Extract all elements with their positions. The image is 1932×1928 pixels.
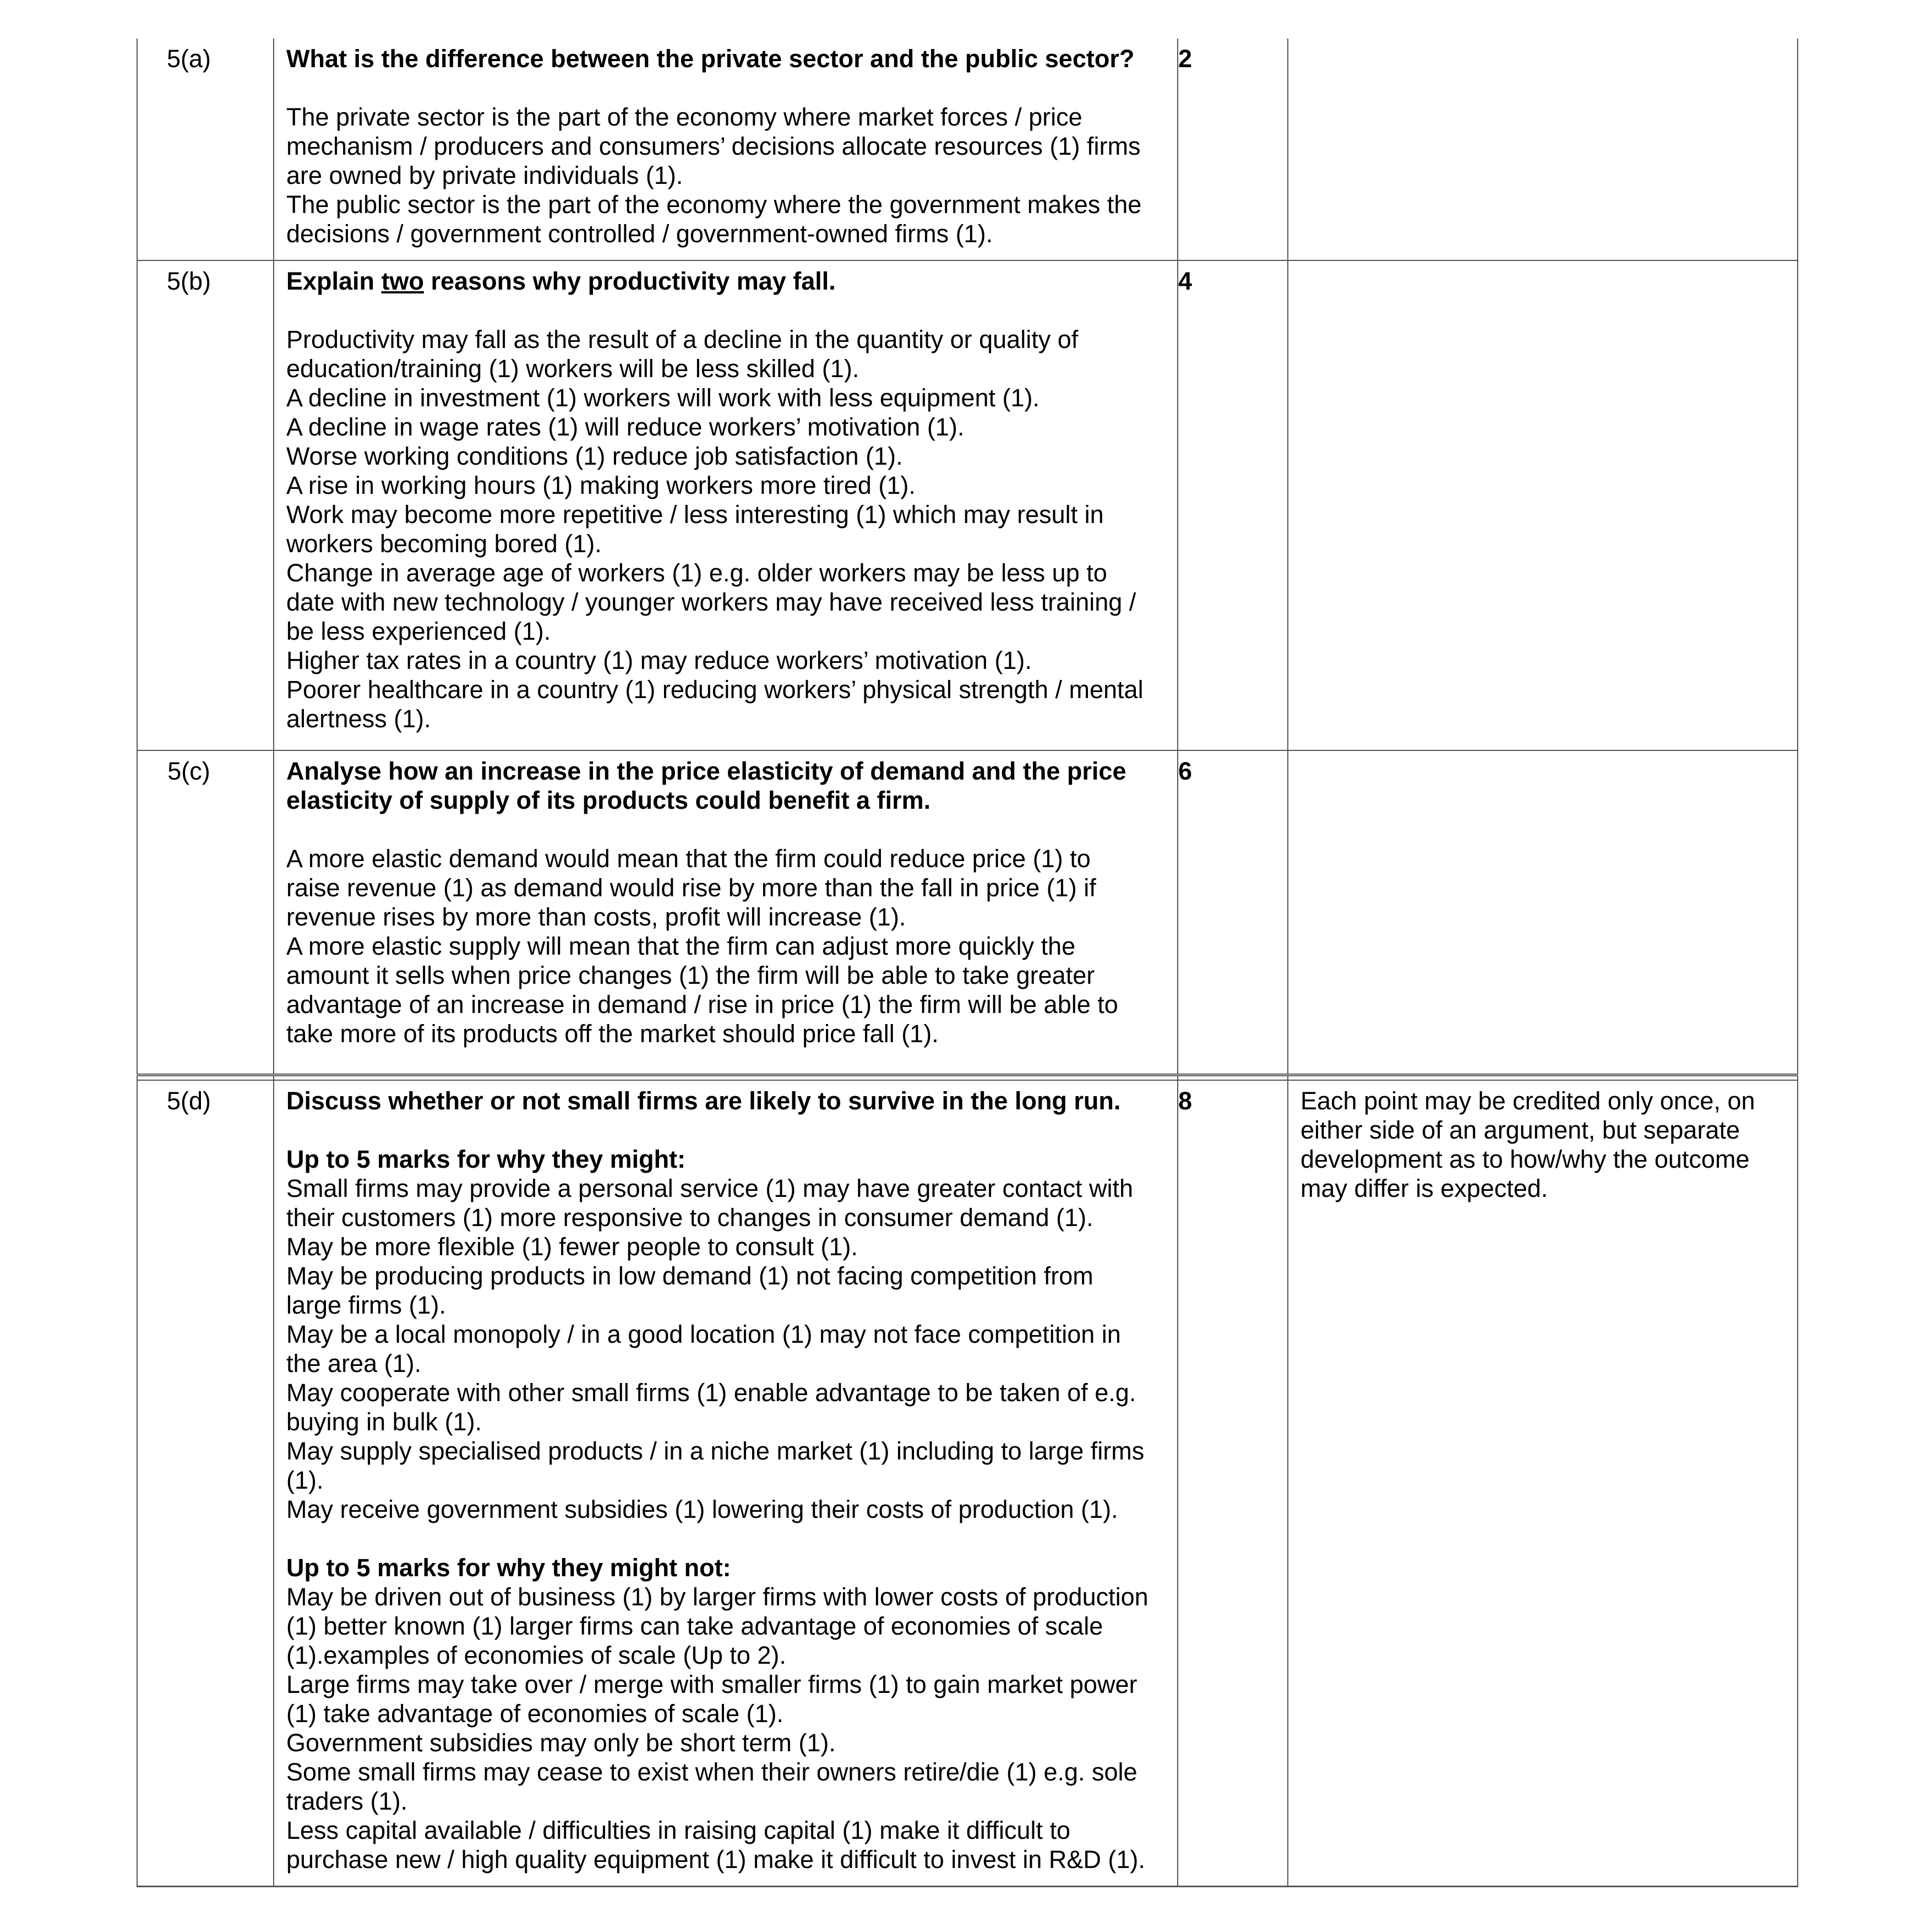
answer-cell — [274, 1080, 1178, 1887]
answer-line: be less experienced (1). — [286, 617, 551, 645]
guidance-line: either side of an argument, but separate — [1300, 1116, 1740, 1144]
answer-line: take more of its products off the market should price fall (1). — [286, 1020, 939, 1048]
answer-line: The private sector is the part of the economy where market forces / price — [286, 103, 1082, 131]
question-number: 5(b) — [166, 267, 211, 295]
gap-cell — [1178, 1075, 1288, 1081]
question-number: 5(a) — [166, 45, 211, 73]
marks-value: 6 — [1178, 757, 1193, 785]
answer-line: A more elastic demand would mean that the firm could reduce price (1) to — [286, 845, 1091, 873]
question-text: Discuss whether or not small firms are likely to survive in the long run. — [286, 1087, 1121, 1115]
answer-line: Poorer healthcare in a country (1) reducing workers’ physical strength / mental — [286, 676, 1144, 704]
answer-line: date with new technology / younger workers may have received less training / — [286, 588, 1136, 616]
answer-line: education/training (1) workers will be less skilled (1). — [286, 355, 859, 383]
answer-line: Worse working conditions (1) reduce job satisfaction (1). — [286, 442, 903, 470]
marks-cell — [1178, 1080, 1288, 1887]
question-number: 5(d) — [166, 1087, 211, 1115]
answer-line: Productivity may fall as the result of a decline in the quantity or quality of — [286, 325, 1079, 353]
marks-cell — [1178, 750, 1288, 1075]
question-text-post: reasons why productivity may fall. — [424, 267, 836, 295]
table-gap-row — [137, 1075, 1798, 1081]
spacer — [286, 1524, 1164, 1553]
guidance-cell — [1288, 750, 1798, 1075]
answer-line: (1). — [286, 1466, 324, 1494]
answer-line: May be driven out of business (1) by larger firms with lower costs of production — [286, 1583, 1149, 1611]
answer-line: are owned by private individuals (1). — [286, 161, 683, 189]
answer-line: Less capital available / difficulties in raising capital (1) make it difficult to — [286, 1816, 1071, 1844]
subheading-why-might-not: Up to 5 marks for why they might not: — [286, 1554, 731, 1582]
marks-value: 8 — [1178, 1087, 1193, 1115]
answer-line: buying in bulk (1). — [286, 1408, 482, 1436]
answer-line: traders (1). — [286, 1787, 408, 1815]
answer-line: Small firms may provide a personal service (1) may have greater contact with — [286, 1174, 1134, 1202]
marks-value: 2 — [1178, 45, 1193, 73]
subheading-why-might: Up to 5 marks for why they might: — [286, 1145, 686, 1173]
answer-line: (1) take advantage of economies of scale (1). — [286, 1700, 783, 1728]
answer-line: May be producing products in low demand (1) not facing competition from — [286, 1262, 1093, 1290]
question-text — [286, 266, 1164, 296]
answer-line: large firms (1). — [286, 1291, 447, 1319]
question-text: Analyse how an increase in the price elasticity of demand and the price — [286, 757, 1126, 785]
question-text: What is the difference between the private sector and the public sector? — [286, 45, 1135, 73]
guidance-line: may differ is expected. — [1300, 1174, 1548, 1202]
answer-line: May supply specialised products / in a niche market (1) including to large firms — [286, 1437, 1145, 1465]
answer-line: A more elastic supply will mean that the firm can adjust more quickly the — [286, 932, 1076, 960]
spacer — [286, 1115, 1164, 1145]
guidance-cell — [1288, 1080, 1798, 1887]
spacer — [286, 73, 1164, 102]
answer-cell — [274, 260, 1178, 750]
marks-cell — [1178, 260, 1288, 750]
answer-line: May be more flexible (1) fewer people to consult (1). — [286, 1233, 858, 1261]
question-number-cell — [137, 750, 274, 1075]
gap-cell — [137, 1075, 274, 1081]
answer-line: workers becoming bored (1). — [286, 530, 602, 558]
answer-line: their customers (1) more responsive to changes in consumer demand (1). — [286, 1203, 1093, 1232]
question-text: elasticity of supply of its products could benefit a firm. — [286, 786, 931, 814]
table-row-5a — [137, 39, 1798, 260]
answer-line: A decline in wage rates (1) will reduce workers’ motivation (1). — [286, 413, 965, 441]
answer-line: Change in average age of workers (1) e.g. older workers may be less up to — [286, 559, 1107, 587]
table-row-5c — [137, 750, 1798, 1075]
answer-line: May be a local monopoly / in a good location (1) may not face competition in — [286, 1320, 1121, 1348]
answer-line: the area (1). — [286, 1349, 422, 1377]
guidance-line: Each point may be credited only once, on — [1300, 1087, 1755, 1115]
answer-line: (1) better known (1) larger firms can take advantage of economies of scale — [286, 1612, 1103, 1640]
question-number: 5(c) — [167, 757, 210, 785]
answer-line: Work may become more repetitive / less interesting (1) which may result in — [286, 500, 1104, 529]
answer-line: Higher tax rates in a country (1) may reduce workers’ motivation (1). — [286, 646, 1032, 674]
answer-line: A rise in working hours (1) making workers more tired (1). — [286, 471, 916, 499]
gap-cell — [1288, 1075, 1798, 1081]
question-number-cell — [137, 260, 274, 750]
answer-line: advantage of an increase in demand / rise in price (1) the firm will be able to — [286, 990, 1118, 1019]
question-text-pre: Explain — [286, 267, 382, 295]
spacer — [286, 296, 1164, 325]
answer-line: raise revenue (1) as demand would rise by more than the fall in price (1) if — [286, 874, 1096, 902]
answer-line: Large firms may take over / merge with smaller firms (1) to gain market power — [286, 1670, 1138, 1698]
spacer — [286, 815, 1164, 844]
answer-line: amount it sells when price changes (1) the firm will be able to take greater — [286, 961, 1095, 989]
answer-line: alertness (1). — [286, 705, 431, 733]
answer-line: mechanism / producers and consumers’ decisions allocate resources (1) firms — [286, 132, 1141, 160]
answer-line: (1).examples of economies of scale (Up to 2). — [286, 1641, 786, 1669]
answer-cell — [274, 750, 1178, 1075]
answer-line: A decline in investment (1) workers will work with less equipment (1). — [286, 384, 1040, 412]
table-row-5b — [137, 260, 1798, 750]
answer-line: The public sector is the part of the economy where the government makes the — [286, 190, 1142, 219]
answer-line: revenue rises by more than costs, profit will increase (1). — [286, 903, 906, 931]
guidance-cell — [1288, 39, 1798, 260]
answer-line: Government subsidies may only be short term (1). — [286, 1729, 836, 1757]
marks-cell — [1178, 39, 1288, 260]
question-text-underlined: two — [381, 267, 425, 295]
marks-value: 4 — [1178, 267, 1193, 295]
answer-line: decisions / government controlled / government-owned firms (1). — [286, 220, 993, 248]
answer-line: May cooperate with other small firms (1) enable advantage to be taken of e.g. — [286, 1379, 1136, 1407]
answer-cell — [274, 39, 1178, 260]
answer-line: purchase new / high quality equipment (1) make it difficult to invest in R&D (1). — [286, 1845, 1145, 1873]
mark-scheme-table — [137, 39, 1798, 1887]
question-number-cell — [137, 1080, 274, 1887]
answer-line: May receive government subsidies (1) lowering their costs of production (1). — [286, 1495, 1118, 1523]
question-number-cell — [137, 39, 274, 260]
table-row-5d — [137, 1080, 1798, 1887]
guidance-cell — [1288, 260, 1798, 750]
guidance-line: development as to how/why the outcome — [1300, 1145, 1750, 1173]
answer-line: Some small firms may cease to exist when their owners retire/die (1) e.g. sole — [286, 1758, 1138, 1786]
gap-cell — [274, 1075, 1178, 1081]
